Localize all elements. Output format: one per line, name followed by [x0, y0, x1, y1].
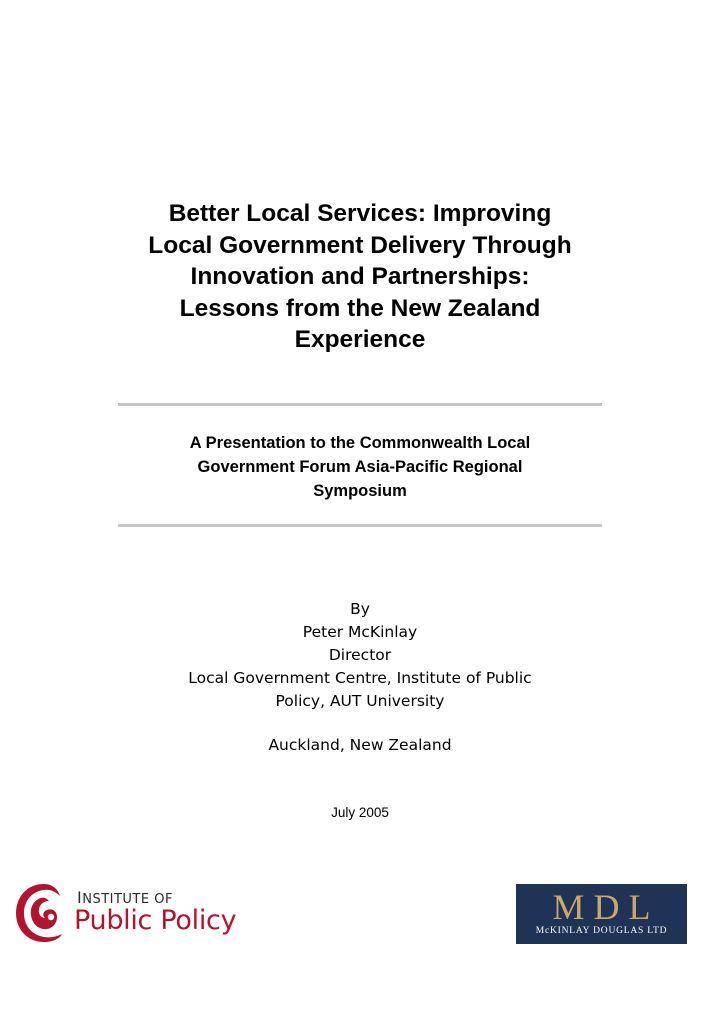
divider-bottom	[118, 524, 602, 527]
subtitle-line: A Presentation to the Commonwealth Local	[189, 434, 531, 452]
author-affiliation: Policy, AUT University	[275, 692, 445, 710]
date: July 2005	[331, 805, 389, 820]
title-line: Better Local Services: Improving	[168, 200, 552, 227]
ipp-line1: INSTITUTE OF	[77, 888, 173, 907]
mdl-wordmark: MDL	[552, 887, 660, 927]
author-block	[80, 598, 640, 713]
subtitle-line: Government Forum Asia-Pacific Regional	[197, 458, 523, 476]
ipp-emblem-icon	[14, 880, 64, 946]
title-line: Lessons from the New Zealand	[179, 294, 541, 322]
title-line: Local Government Delivery Through	[148, 231, 572, 259]
location: Auckland, New Zealand	[268, 736, 452, 754]
author-role: Director	[328, 646, 392, 664]
ipp-line2: Public Policy	[74, 905, 237, 936]
author-name: Peter McKinlay	[302, 623, 418, 641]
divider-top	[118, 403, 602, 406]
by-label: By	[350, 600, 370, 618]
subtitle-line: Symposium	[313, 482, 407, 500]
title-line: Innovation and Partnerships:	[190, 263, 530, 290]
author-affiliation: Local Government Centre, Institute of Public	[188, 669, 532, 687]
mdl-company-name: McKINLAY DOUGLAS LTD	[535, 926, 668, 936]
title-line: Experience	[294, 326, 426, 353]
institute-of-public-policy-logo	[14, 880, 244, 946]
mckinlay-douglas-logo	[516, 884, 687, 944]
document-title	[100, 198, 620, 356]
document-subtitle	[100, 431, 620, 503]
